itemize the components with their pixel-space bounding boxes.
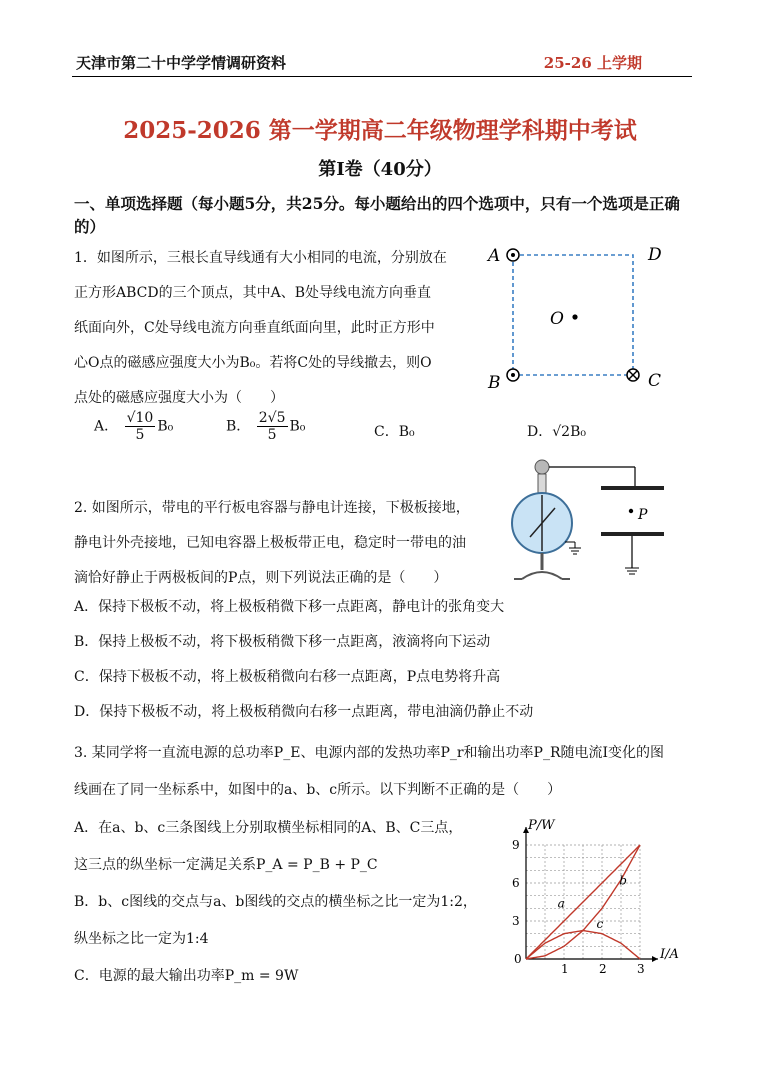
lower-plate <box>601 532 664 536</box>
capacitor-electrometer-figure <box>500 455 690 590</box>
upper-plate <box>601 486 664 490</box>
q1-line: 正方形ABCD的三个顶点，其中A、B处导线电流方向垂直 <box>74 285 431 301</box>
q2-option-c[interactable]: C．保持下极板不动，将上极板稍微向右移一点距离，P点电势将升高 <box>74 669 501 685</box>
section-heading: 一、单项选择题（每小题5分，共25分。每小题给出的四个选项中，只有一个选项是正确的） <box>74 194 680 236</box>
header-term: 25-26 上学期 <box>543 54 642 72</box>
square-abcd-figure <box>480 238 680 398</box>
q2-line: 滴恰好静止于两极板间的P点，则下列说法正确的是（ ） <box>74 570 448 586</box>
x-tick-label: 3 <box>637 962 645 975</box>
question-2 <box>74 491 494 596</box>
q1-line: 点处的磁感应强度大小为（ ） <box>74 390 284 406</box>
origin-label: 0 <box>514 952 522 966</box>
label-a: A <box>488 246 501 266</box>
label-b: B <box>488 373 501 393</box>
header-source: 天津市第二十中学学情调研资料 <box>76 54 287 72</box>
q3-option-b-cont: 纵坐标之比一定为1:4 <box>74 931 209 947</box>
y-tick-label: 3 <box>512 914 520 928</box>
q3-options <box>74 810 514 995</box>
q2-line: 2. 如图所示，带电的平行板电容器与静电计连接，下极板接地， <box>74 500 470 516</box>
y-tick-label: 9 <box>512 838 520 852</box>
power-current-chart <box>500 815 690 975</box>
question-1 <box>74 241 474 416</box>
q1-line: 1．如图所示，三根长直导线通有大小相同的电流，分别放在 <box>74 250 447 266</box>
label-c: C <box>648 371 662 391</box>
q1-option-b[interactable]: B． $\frac{2√5}{5}$ B₀ <box>226 410 306 443</box>
paper-subtitle: 第Ⅰ卷（40分） <box>318 159 442 180</box>
q2-option-d[interactable]: D．保持下极板不动，将上极板稍微向右移一点距离，带电油滴仍静止不动 <box>74 704 534 720</box>
q2-option-b[interactable]: B．保持上极板不动，将下极板稍微下移一点距离，液滴将向下运动 <box>74 634 491 650</box>
question-3 <box>74 735 696 809</box>
series-c-label: c <box>596 917 604 932</box>
electrometer-stand <box>522 572 562 579</box>
q2-line: 静电计外壳接地，已知电容器上极板带正电，稳定时一带电的油 <box>74 535 466 551</box>
chart-labels <box>512 818 679 975</box>
q1-option-d[interactable]: D．√2B₀ <box>527 424 586 440</box>
series-b-label: b <box>619 873 627 888</box>
q3-option-a[interactable]: A．在a、b、c三条图线上分别取横坐标相同的A、B、C三点， <box>74 820 463 836</box>
point-p <box>629 509 633 513</box>
y-tick-label: 6 <box>512 876 520 890</box>
q3-option-a-cont: 这三点的纵坐标一定满足关系P_A = P_B + P_C <box>74 857 378 873</box>
x-axis-arrow-icon <box>652 956 658 962</box>
q3-option-b[interactable]: B．b、c图线的交点与a、b图线的交点的横坐标之比一定为1:2， <box>74 894 477 910</box>
q3-line: 线画在了同一坐标系中，如图中的a、b、c所示。以下判断不正确的是（ ） <box>74 782 562 798</box>
x-tick-label: 2 <box>599 962 607 975</box>
header-divider <box>72 76 692 77</box>
y-axis-label: P/W <box>528 818 555 833</box>
q1-line: 纸面向外，C处导线电流方向垂直纸面向里，此时正方形中 <box>74 320 435 336</box>
q2-option-a[interactable]: A．保持下极板不动，将上极板稍微下移一点距离，静电计的张角变大 <box>74 599 505 615</box>
label-o: O <box>550 309 564 329</box>
label-d: D <box>648 245 662 265</box>
electrometer-knob-icon <box>535 460 549 474</box>
q1-option-a[interactable]: A． $\frac{√10}{5}$ B₀ <box>94 410 174 443</box>
label-p: P <box>638 507 648 523</box>
q3-option-c[interactable]: C．电源的最大输出功率P_m = 9W <box>74 968 299 984</box>
q3-line: 3. 某同学将一直流电源的总功率P_E、电源内部的发热功率P_r和输出功率P_R随电流I变化的图 <box>74 745 665 761</box>
center-point-o <box>572 314 577 319</box>
x-tick-label: 1 <box>561 962 569 975</box>
q2-options <box>74 590 694 730</box>
x-axis-label: I/A <box>660 947 679 962</box>
series-a-label: a <box>557 896 565 911</box>
square-outline <box>513 255 633 375</box>
q1-line: 心O点的磁感应强度大小为B₀。若将C处的导线撤去，则O <box>74 355 432 371</box>
exam-title: 2025-2026 第一学期高二年级物理学科期中考试 <box>123 117 637 144</box>
q1-option-c[interactable]: C．B₀ <box>374 424 415 440</box>
